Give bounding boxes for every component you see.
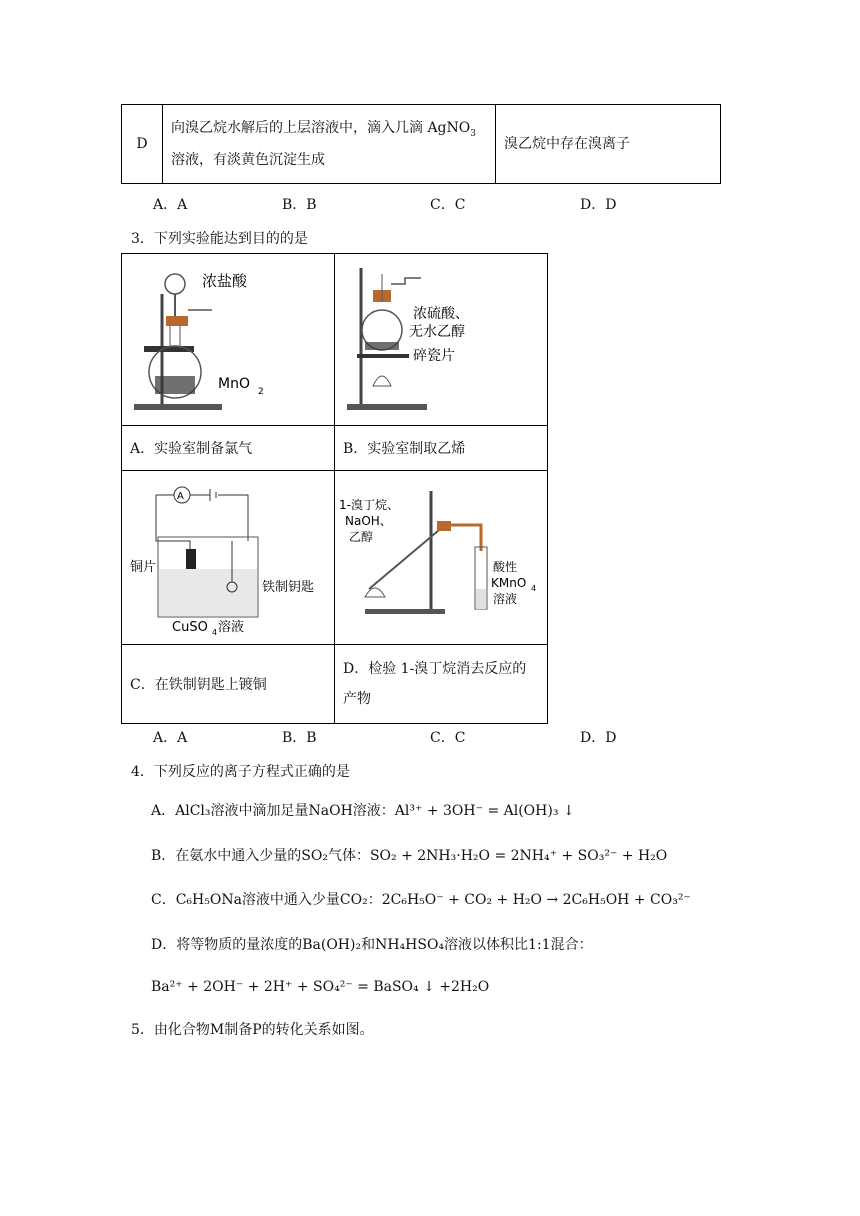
caption-d xyxy=(335,645,548,724)
q4-option-a-prefix: A． xyxy=(151,803,176,819)
label-conc-h2so4: 浓硫酸、 xyxy=(413,306,469,322)
q3-stem: 3．下列实验能达到目的的是 xyxy=(131,231,308,247)
q4-option-b[interactable]: B．在氨水中通入少量的SO₂气体：SO₂ + 2NH₃·H₂O = 2NH₄⁺ + SO₃²⁻ + H₂O xyxy=(151,848,668,864)
caption-d-line1: D．检验 1-溴丁烷消去反应的 xyxy=(343,661,527,677)
choice-a[interactable]: A．A xyxy=(153,730,188,746)
label-ethanol-d: 乙醇 xyxy=(349,530,374,544)
choice-d[interactable]: D．D xyxy=(580,730,617,746)
operation-line1: 向溴乙烷水解后的上层溶液中，滴入几滴 AgNO xyxy=(171,120,471,137)
apparatus-d-figure xyxy=(335,471,547,640)
label-mno2: MnO xyxy=(218,376,250,392)
label-ethanol: 无水乙醇 xyxy=(409,324,465,340)
choice-c[interactable]: C．C xyxy=(430,730,466,746)
label-porcelain: 碎瓷片 xyxy=(413,348,455,364)
choice-b[interactable]: B．B xyxy=(282,730,317,746)
choice-d[interactable]: D．D xyxy=(580,197,617,213)
apparatus-b-cell xyxy=(335,254,548,426)
q5-stem: 5．由化合物M制备P的转化关系如图。 xyxy=(131,1022,374,1038)
label-naoh: NaOH、 xyxy=(345,514,392,528)
label-solution-d: 溶液 xyxy=(493,592,518,606)
operation-cell xyxy=(163,105,496,184)
operation-sub: 3 xyxy=(470,128,476,139)
caption-d-line2: 产物 xyxy=(343,691,371,707)
label-kmno4: KMnO xyxy=(491,576,527,590)
choice-a[interactable]: A．A xyxy=(153,197,188,213)
answer-table-row-d xyxy=(121,104,721,184)
label-conc-hcl: 浓盐酸 xyxy=(202,272,248,290)
label-solution: 溶液 xyxy=(218,620,245,635)
q4-option-a[interactable] xyxy=(151,800,575,820)
caption-a: A．实验室制备氯气 xyxy=(122,426,335,471)
apparatus-a-figure xyxy=(122,254,334,421)
q4-stem: 4．下列反应的离子方程式正确的是 xyxy=(131,764,350,780)
q3-apparatus-table xyxy=(121,253,548,724)
caption-b: B．实验室制取乙烯 xyxy=(335,426,548,471)
q4-option-c[interactable]: C．C₆H₅ONa溶液中通入少量CO₂：2C₆H₅O⁻ + CO₂ + H₂O → 2C₆H₅OH + CO₃²⁻ xyxy=(151,892,691,908)
operation-line2: 溶液，有淡黄色沉淀生成 xyxy=(171,151,325,168)
q4-option-d-equation: Ba²⁺ + 2OH⁻ + 2H⁺ + SO₄²⁻ = BaSO₄ ↓ +2H₂O xyxy=(151,979,490,995)
label-mno2-sub: 2 xyxy=(258,387,264,397)
label-cuso4: CuSO xyxy=(172,620,208,635)
label-bromobutane: 1-溴丁烷、 xyxy=(339,498,399,512)
ammeter-label: A xyxy=(177,491,184,502)
caption-c: C．在铁制钥匙上镀铜 xyxy=(122,645,335,724)
label-kmno4-sub: 4 xyxy=(531,584,537,593)
choice-b[interactable]: B．B xyxy=(282,197,317,213)
q4-option-d[interactable]: D．将等物质的量浓度的Ba(OH)₂和NH₄HSO₄溶液以体积比1:1混合： xyxy=(151,937,593,953)
row-label: D xyxy=(122,105,163,184)
apparatus-a-cell xyxy=(122,254,335,426)
label-cuso4-sub: 4 xyxy=(212,628,218,637)
label-copper: 铜片 xyxy=(130,560,157,575)
conclusion-cell: 溴乙烷中存在溴离子 xyxy=(496,105,721,184)
apparatus-d-cell xyxy=(335,471,548,645)
apparatus-b-figure xyxy=(335,254,547,421)
label-acidic: 酸性 xyxy=(493,560,518,574)
q4-option-a-text: AlCl₃溶液中滴加足量NaOH溶液：Al³⁺ + 3OH⁻ = Al(OH)₃ ↓ xyxy=(175,803,575,819)
choice-c[interactable]: C．C xyxy=(430,197,466,213)
apparatus-c-figure xyxy=(122,471,334,640)
apparatus-c-cell xyxy=(122,471,335,645)
label-iron-key: 铁制钥匙 xyxy=(262,580,315,595)
